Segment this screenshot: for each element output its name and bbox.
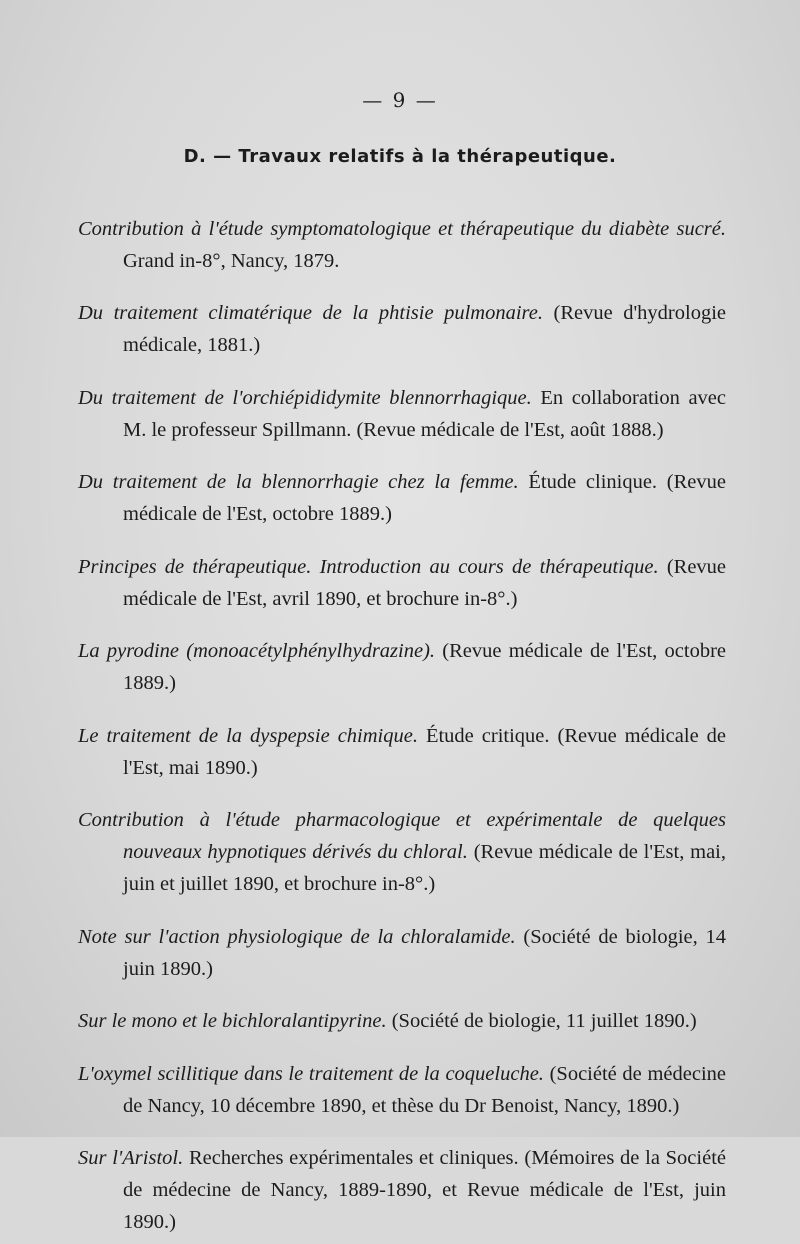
bibliography-entry bbox=[78, 213, 726, 277]
entry-title: Contribution à l'étude pharmacologique et expérimentale de quelques nouveaux hypnotiques dérivés du chloral. bbox=[78, 809, 726, 863]
entry-title: Sur le mono et le bichloralantipyrine. bbox=[78, 1010, 387, 1032]
entry-title: Du traitement de l'orchiépididymite blennorrhagique. bbox=[78, 386, 532, 409]
entry-details: Étude critique. (Revue médicale de l'Est, mai 1890.) bbox=[123, 724, 727, 779]
bibliography-entry bbox=[78, 1142, 726, 1238]
entry-details: (Revue d'hydrologie médicale, 1881.) bbox=[123, 302, 726, 356]
entry-details: Grand in-8°, Nancy, 1879. bbox=[123, 249, 340, 272]
bibliography-entry bbox=[78, 1005, 726, 1037]
entry-details: Étude clinique. (Revue médicale de l'Est, octobre 1889.) bbox=[123, 471, 726, 525]
entry-title: La pyrodine (monoacétylphénylhydrazine). bbox=[78, 640, 436, 662]
bibliography-entry bbox=[78, 804, 726, 900]
entry-details: (Société de biologie, 11 juillet 1890.) bbox=[391, 1010, 697, 1032]
entry-title: Sur l'Aristol. bbox=[78, 1147, 184, 1169]
page-number: — 9 — bbox=[362, 88, 438, 112]
bibliography-entry bbox=[78, 551, 726, 615]
bibliography-entry bbox=[78, 382, 726, 446]
entry-title: Du traitement climatérique de la phtisie pulmonaire. bbox=[78, 302, 543, 324]
bibliography-entry bbox=[78, 1058, 726, 1122]
entry-title: Contribution à l'étude symptomatologique et thérapeutique du diabète sucré. bbox=[78, 217, 726, 240]
entry-title: Principes de thérapeutique. Introduction au cours de thérapeutique. bbox=[78, 555, 659, 578]
bibliography-entry bbox=[78, 720, 726, 784]
bibliography-entry bbox=[78, 466, 726, 530]
entry-details: (Revue médicale de l'Est, mai, juin et juillet 1890, et brochure in-8°.) bbox=[123, 841, 727, 895]
bibliography-list bbox=[78, 192, 726, 1244]
bibliography-entry bbox=[78, 921, 726, 985]
entry-details: (Société de biologie, 14 juin 1890.) bbox=[123, 925, 727, 980]
entry-details: Recherches expérimentales et cliniques. (Mémoires de la Société de médecine de Nancy, 1889-1890, et Revue médicale de l'Est, juin 1890.) bbox=[123, 1147, 726, 1233]
entry-details: (Revue médicale de l'Est, octobre 1889.) bbox=[123, 640, 726, 694]
entry-title: Du traitement de la blennorrhagie chez la femme. bbox=[78, 471, 519, 493]
section-heading: D. — Travaux relatifs à la thérapeutique. bbox=[183, 146, 617, 167]
entry-title: Note sur l'action physiologique de la chloralamide. bbox=[78, 925, 516, 948]
bibliography-entry bbox=[78, 297, 726, 361]
entry-details: (Société de médecine de Nancy, 10 décembre 1890, et thèse du Dr Benoist, Nancy, 1890.) bbox=[123, 1062, 726, 1117]
entry-details: En collaboration avec M. le professeur Spillmann. (Revue médicale de l'Est, août 1888.) bbox=[123, 386, 726, 441]
entry-title: Le traitement de la dyspepsie chimique. bbox=[78, 724, 418, 747]
entry-details: (Revue médicale de l'Est, avril 1890, et brochure in-8°.) bbox=[123, 555, 727, 610]
entry-title: L'oxymel scillitique dans le traitement de la coqueluche. bbox=[78, 1062, 544, 1085]
bibliography-entry bbox=[78, 635, 726, 699]
